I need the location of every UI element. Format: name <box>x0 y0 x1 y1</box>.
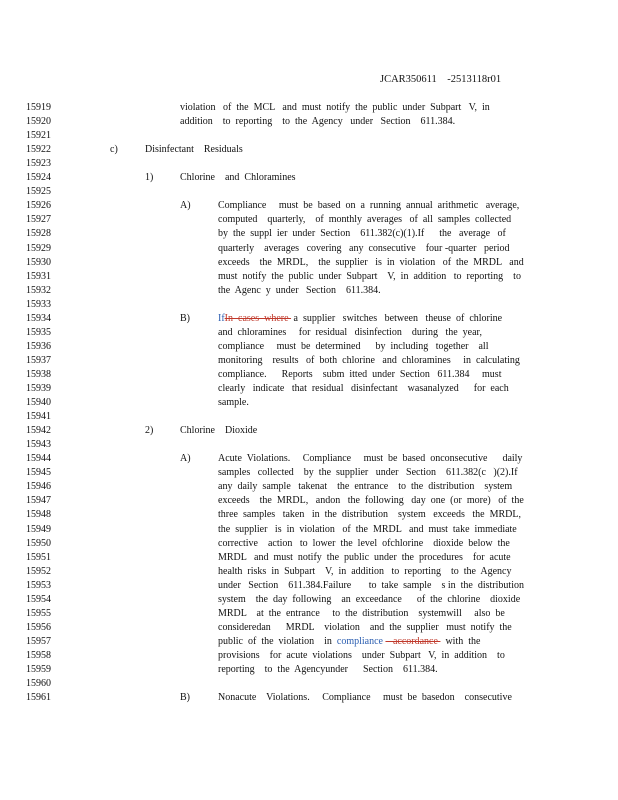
text-segment: under Section 611.384.Failure to take sample s in the distribution <box>218 579 524 591</box>
text-line <box>218 270 521 284</box>
text-line <box>218 326 482 340</box>
text-line <box>145 143 243 157</box>
text-segment: samples collected by the supplier under Section 611.382(c )(2).If <box>218 467 518 479</box>
text-segment: Nonacute Violations. Compliance must be basedon consecutive <box>218 692 512 704</box>
text-line <box>218 691 512 705</box>
line-number: 15956 <box>26 621 51 633</box>
text-segment: corrective action to lower the level ofchlorine dioxide below the <box>218 537 510 549</box>
text-line <box>180 691 190 705</box>
text-line <box>218 635 480 649</box>
line-number: 15949 <box>26 523 51 535</box>
line-number: 15937 <box>26 354 51 366</box>
text-segment: by the suppl ier under Section 611.382(c)(1).If the average of <box>218 228 506 240</box>
text-line <box>218 537 510 551</box>
text-line <box>218 466 518 480</box>
text-segment: Disinfectant Residuals <box>145 144 243 156</box>
line-number: 15939 <box>26 383 51 394</box>
deleted-text: accordance <box>385 635 441 647</box>
text-segment: must notify the public under Subpart V, in addition to reporting to <box>218 270 521 282</box>
line-number: 15919 <box>26 102 51 113</box>
line-number: 15950 <box>26 537 51 549</box>
text-line <box>180 424 257 438</box>
line-number: 15942 <box>26 425 51 437</box>
text-line <box>218 213 511 227</box>
text-line <box>180 199 191 213</box>
text-line <box>180 452 191 466</box>
text-segment: 2) <box>145 425 154 437</box>
text-line <box>218 396 249 410</box>
text-segment: A) <box>180 453 191 465</box>
line-number: 15929 <box>26 242 51 254</box>
line-number: 15920 <box>26 116 51 128</box>
line-number: 15921 <box>26 130 51 142</box>
text-segment: B) <box>180 312 190 324</box>
text-line <box>218 354 520 368</box>
deleted-text: In cases where <box>224 312 292 324</box>
text-line <box>180 115 455 129</box>
line-number: 15932 <box>26 284 51 296</box>
text-segment: computed quarterly, of monthly averages of all samples collected <box>218 214 512 226</box>
line-number: 15957 <box>26 635 51 647</box>
text-segment: quarterly averages covering any consecutive four -quarter period <box>218 242 510 254</box>
text-line <box>180 312 190 326</box>
line-number: 15955 <box>26 607 51 619</box>
text-segment: compliance. Reports subm itted under Section 611.384 must <box>218 368 502 380</box>
text-segment: MRDL at the entrance to the distribution systemwill also be <box>218 607 505 619</box>
text-line <box>218 663 438 677</box>
text-segment: monitoring results of both chlorine and chloramines in calculating <box>218 354 520 366</box>
text-line <box>218 312 502 326</box>
line-number: 15959 <box>26 664 51 675</box>
text-segment: system the day following an exceedance of the chlorine dioxide <box>218 593 521 605</box>
line-number: 15951 <box>26 551 51 563</box>
text-segment: Chlorine Dioxide <box>180 425 258 437</box>
line-number: 15940 <box>26 397 51 409</box>
text-line <box>218 551 511 565</box>
text-segment: B) <box>180 692 190 704</box>
line-number: 15924 <box>26 172 51 184</box>
text-segment: exceeds the MRDL, andon the following day one (or more) of the <box>218 495 524 507</box>
line-number: 15954 <box>26 593 51 605</box>
text-line <box>218 593 520 607</box>
text-line <box>218 452 522 466</box>
text-segment: Compliance must be based on a running annual arithmetic average, <box>218 200 520 212</box>
text-line <box>218 256 524 270</box>
text-segment: Acute Violations. Compliance must be based onconsecutive daily <box>218 453 523 465</box>
line-number: 15930 <box>26 256 51 268</box>
text-segment: public of the violation in <box>218 635 337 647</box>
text-line <box>218 340 489 354</box>
text-line <box>218 480 512 494</box>
text-segment: and chloramines for residual disinfection during the year, <box>218 326 482 338</box>
line-number: 15958 <box>26 649 51 661</box>
text-line <box>180 101 490 115</box>
text-line <box>218 579 524 593</box>
text-line <box>218 649 505 663</box>
text-segment: with the <box>440 635 481 647</box>
line-number: 15947 <box>26 495 51 507</box>
text-line <box>218 284 381 298</box>
line-number: 15926 <box>26 200 51 212</box>
text-line <box>218 508 521 522</box>
text-segment: the Agenc y under Section 611.384. <box>218 284 381 296</box>
line-number: 15935 <box>26 326 51 338</box>
text-line <box>218 565 512 579</box>
text-line <box>218 227 506 241</box>
line-number: 15933 <box>26 298 51 310</box>
text-segment: addition to reporting to the Agency under Section 611.384. <box>180 116 456 128</box>
text-segment: sample. <box>218 397 249 409</box>
text-segment: any daily sample takenat the entrance to the distribution system <box>218 481 513 493</box>
line-number: 15960 <box>26 678 51 690</box>
line-number: 15938 <box>26 368 51 380</box>
text-line <box>145 424 153 438</box>
line-number: 15934 <box>26 312 51 324</box>
document-header: JCAR350611 -2513118r01 <box>380 74 502 85</box>
text-line <box>218 368 501 382</box>
line-number: 15943 <box>26 439 51 451</box>
text-segment: clearly indicate that residual disinfectant wasanalyzed for each <box>218 383 509 394</box>
inserted-text: If <box>218 312 225 324</box>
text-segment: 1) <box>145 172 154 184</box>
inserted-text: compliance <box>336 635 386 647</box>
line-number: 15946 <box>26 481 51 493</box>
line-number: 15945 <box>26 467 51 479</box>
line-number: 15953 <box>26 579 51 591</box>
line-number: 15928 <box>26 228 51 240</box>
text-segment: the supplier is in violation of the MRDL and must take immediate <box>218 523 517 535</box>
text-line <box>218 382 509 396</box>
text-line <box>110 143 118 157</box>
text-segment: compliance must be determined by including together all <box>218 340 489 352</box>
line-number: 15948 <box>26 509 51 521</box>
text-line <box>218 621 512 635</box>
text-segment: a supplier switches between theuse of chlorine <box>291 312 503 324</box>
line-number: 15941 <box>26 411 51 423</box>
text-segment: consideredan MRDL violation and the supplier must notify the <box>218 621 512 633</box>
text-segment: Chlorine and Chloramines <box>180 172 296 184</box>
text-line <box>218 494 524 508</box>
line-number: 15927 <box>26 214 51 226</box>
text-segment: c) <box>110 144 118 156</box>
line-number: 15925 <box>26 186 51 198</box>
text-segment: MRDL and must notify the public under the procedures for acute <box>218 551 511 563</box>
text-line <box>218 523 517 537</box>
line-number: 15923 <box>26 158 51 170</box>
text-line <box>218 199 519 213</box>
line-number: 15931 <box>26 270 51 282</box>
line-number: 15936 <box>26 340 51 352</box>
text-segment: A) <box>180 200 191 212</box>
line-number: 15952 <box>26 565 51 577</box>
text-line <box>180 171 296 185</box>
text-segment: exceeds the MRDL, the supplier is in violation of the MRDL and <box>218 256 524 268</box>
text-segment: health risks in Subpart V, in addition to reporting to the Agency <box>218 565 512 577</box>
text-segment: violation of the MCL and must notify the public under Subpart V, in <box>180 102 490 113</box>
text-segment: three samples taken in the distribution system exceeds the MRDL, <box>218 509 521 521</box>
text-line <box>218 242 510 256</box>
line-number: 15961 <box>26 692 51 704</box>
text-line <box>218 607 505 621</box>
text-line <box>145 171 153 185</box>
text-segment: reporting to the Agencyunder Section 611.384. <box>218 664 438 675</box>
text-segment: provisions for acute violations under Subpart V, in addition to <box>218 649 505 661</box>
line-number: 15944 <box>26 453 51 465</box>
line-number: 15922 <box>26 144 51 156</box>
